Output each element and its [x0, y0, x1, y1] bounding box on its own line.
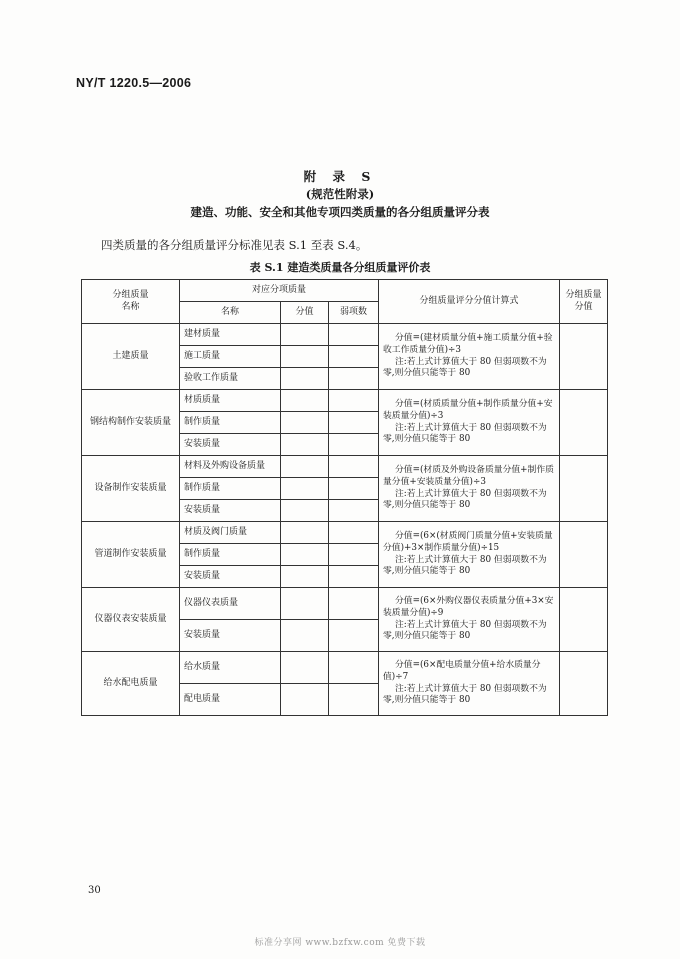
sub-item-name: 仪器仪表质量 — [180, 588, 281, 620]
sub-item-name: 安装质量 — [180, 566, 281, 588]
formula-text: 分值=(材质及外购设备质量分值+制作质量分值+安装质量分值)÷3 — [383, 464, 554, 487]
sub-item-score — [281, 478, 329, 500]
sub-item-score — [281, 500, 329, 522]
sub-item-name: 材质及阀门质量 — [180, 522, 281, 544]
header-group-score-line1: 分组质量 — [565, 289, 602, 300]
sub-item-weak — [329, 346, 379, 368]
header-group-score — [560, 280, 608, 324]
sub-item-name: 配电质量 — [180, 684, 281, 716]
header-group-name-line2: 名称 — [121, 301, 140, 312]
group-name: 仪器仪表安装质量 — [82, 588, 180, 652]
formula-cell — [379, 652, 560, 716]
header-sub-items: 对应分项质量 — [180, 280, 379, 302]
group-name: 给水配电质量 — [82, 652, 180, 716]
group-score — [560, 522, 608, 588]
header-formula: 分组质量评分分值计算式 — [379, 280, 560, 324]
sub-item-score — [281, 346, 329, 368]
table-row — [82, 456, 608, 478]
header-sub-weak: 弱项数 — [329, 302, 379, 324]
group-score — [560, 390, 608, 456]
table-row — [82, 522, 608, 544]
sub-item-score — [281, 684, 329, 716]
sub-item-weak — [329, 412, 379, 434]
formula-cell — [379, 588, 560, 652]
group-score — [560, 652, 608, 716]
sub-item-score — [281, 456, 329, 478]
quality-evaluation-table — [81, 279, 608, 716]
formula-note: 注:若上式计算值大于 80 但弱项数不为零,则分值只能等于 80 — [383, 554, 547, 577]
watermark: 标准分享网 www.bzfxw.com 免费下载 — [254, 938, 426, 948]
intro-text: 四类质量的各分组质量评分标准见表 S.1 至表 S.4。 — [101, 238, 368, 252]
standard-code: NY/T 1220.5—2006 — [76, 76, 192, 90]
sub-item-weak — [329, 478, 379, 500]
table-row — [82, 390, 608, 412]
sub-item-score — [281, 324, 329, 346]
sub-item-weak — [329, 620, 379, 652]
group-name: 土建质量 — [82, 324, 180, 390]
sub-item-weak — [329, 588, 379, 620]
header-group-score-line2: 分值 — [574, 301, 593, 312]
formula-text: 分值=(6×配电质量分值+给水质量分值)÷7 — [383, 659, 541, 682]
formula-note: 注:若上式计算值大于 80 但弱项数不为零,则分值只能等于 80 — [383, 356, 547, 379]
group-score — [560, 324, 608, 390]
sub-item-name: 验收工作质量 — [180, 368, 281, 390]
sub-item-score — [281, 620, 329, 652]
group-name: 设备制作安装质量 — [82, 456, 180, 522]
sub-item-weak — [329, 652, 379, 684]
sub-item-name: 制作质量 — [180, 478, 281, 500]
formula-note: 注:若上式计算值大于 80 但弱项数不为零,则分值只能等于 80 — [383, 619, 547, 642]
sub-item-name: 安装质量 — [180, 434, 281, 456]
sub-item-score — [281, 368, 329, 390]
appendix-type: (规范性附录) — [305, 187, 375, 201]
formula-text: 分值=(材质质量分值+制作质量分值+安装质量分值)÷3 — [383, 398, 553, 421]
sub-item-name: 制作质量 — [180, 544, 281, 566]
group-name: 钢结构制作安装质量 — [82, 390, 180, 456]
sub-item-score — [281, 390, 329, 412]
quality-table-container — [81, 279, 608, 716]
sub-item-score — [281, 544, 329, 566]
appendix-title: 附 录 S — [303, 169, 377, 184]
sub-item-name: 安装质量 — [180, 500, 281, 522]
formula-cell — [379, 456, 560, 522]
sub-item-name: 施工质量 — [180, 346, 281, 368]
formula-text: 分值=(建材质量分值+施工质量分值+验收工作质量分值)÷3 — [383, 332, 553, 355]
appendix-heading: 建造、功能、安全和其他专项四类质量的各分组质量评分表 — [190, 205, 490, 219]
formula-note: 注:若上式计算值大于 80 但弱项数不为零,则分值只能等于 80 — [383, 683, 547, 706]
sub-item-score — [281, 522, 329, 544]
sub-item-score — [281, 434, 329, 456]
sub-item-name: 材质质量 — [180, 390, 281, 412]
sub-item-weak — [329, 368, 379, 390]
sub-item-score — [281, 588, 329, 620]
group-score — [560, 588, 608, 652]
sub-item-name: 材料及外购设备质量 — [180, 456, 281, 478]
formula-text: 分值=(6×(材质阀门质量分值+安装质量分值)+3×制作质量分值)÷15 — [383, 530, 553, 553]
sub-item-score — [281, 412, 329, 434]
sub-item-score — [281, 652, 329, 684]
header-sub-score: 分值 — [281, 302, 329, 324]
sub-item-name: 安装质量 — [180, 620, 281, 652]
group-name: 管道制作安装质量 — [82, 522, 180, 588]
formula-cell — [379, 522, 560, 588]
sub-item-score — [281, 566, 329, 588]
sub-item-weak — [329, 324, 379, 346]
formula-text: 分值=(6×外购仪器仪表质量分值+3×安装质量分值)÷9 — [383, 595, 554, 618]
table-caption: 表 S.1 建造类质量各分组质量评价表 — [249, 261, 431, 274]
header-group-name — [82, 280, 180, 324]
sub-item-name: 给水质量 — [180, 652, 281, 684]
group-score — [560, 456, 608, 522]
header-sub-name: 名称 — [180, 302, 281, 324]
header-group-name-line1: 分组质量 — [112, 289, 149, 300]
page-number: 30 — [88, 885, 101, 896]
sub-item-weak — [329, 434, 379, 456]
formula-note: 注:若上式计算值大于 80 但弱项数不为零,则分值只能等于 80 — [383, 488, 547, 511]
table-row — [82, 652, 608, 684]
sub-item-weak — [329, 522, 379, 544]
table-row — [82, 588, 608, 620]
sub-item-weak — [329, 544, 379, 566]
table-row — [82, 324, 608, 346]
sub-item-name: 制作质量 — [180, 412, 281, 434]
sub-item-weak — [329, 500, 379, 522]
sub-item-weak — [329, 456, 379, 478]
formula-cell — [379, 324, 560, 390]
sub-item-weak — [329, 684, 379, 716]
sub-item-weak — [329, 566, 379, 588]
formula-cell — [379, 390, 560, 456]
formula-note: 注:若上式计算值大于 80 但弱项数不为零,则分值只能等于 80 — [383, 422, 547, 445]
sub-item-weak — [329, 390, 379, 412]
sub-item-name: 建材质量 — [180, 324, 281, 346]
